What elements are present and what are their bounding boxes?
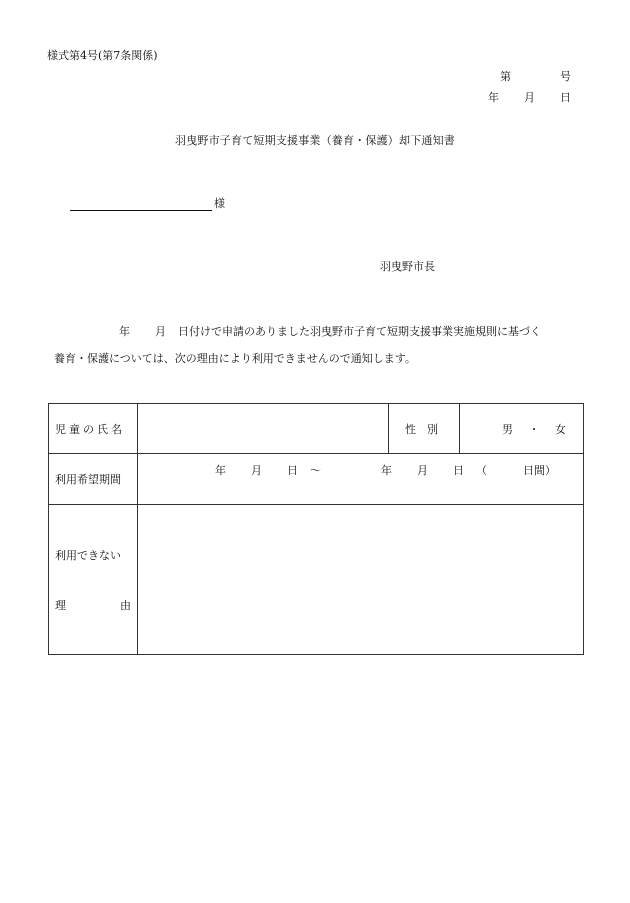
gender-options[interactable]	[460, 404, 584, 454]
document-title: 羽曳野市子育て短期支援事業（養育・保護）却下通知書	[175, 134, 455, 147]
date-day: 日	[560, 91, 571, 104]
issuer-name: 羽曳野市長	[380, 260, 435, 273]
gender-separator: ・	[528, 422, 540, 436]
period-value[interactable]	[138, 454, 584, 505]
period-year2: 年	[381, 464, 392, 477]
period-year1: 年	[215, 464, 226, 477]
body-month: 月	[155, 325, 166, 338]
period-tilde: 〜	[310, 464, 321, 477]
body-line2-text: 養育・保護については、次の理由により利用できませんので通知します。	[54, 352, 416, 365]
reason-label-line2: 理 由	[55, 598, 131, 612]
gender-male[interactable]: 男	[502, 422, 513, 436]
period-day1: 日	[287, 464, 298, 477]
table-row-child-name	[49, 404, 584, 454]
child-name-value[interactable]	[138, 404, 389, 454]
period-days-unit: 日間）	[523, 464, 556, 477]
gender-label: 性 別	[389, 404, 460, 454]
period-label: 利用希望期間	[49, 454, 138, 505]
body-line1-text: 日付けで申請のありました羽曳野市子育て短期支援事業実施規則に基づく	[178, 325, 541, 338]
reason-value[interactable]	[138, 505, 584, 655]
period-day2: 日	[453, 464, 464, 477]
info-table	[48, 403, 584, 655]
doc-number-go: 号	[560, 70, 571, 83]
form-number: 様式第4号(第7条関係)	[47, 49, 158, 62]
gender-female[interactable]: 女	[555, 422, 566, 436]
period-month1: 月	[251, 464, 262, 477]
table-row-reason	[49, 505, 584, 655]
reason-label	[49, 505, 138, 655]
doc-number-dai: 第	[500, 70, 511, 83]
date-year: 年	[488, 91, 499, 104]
reason-label-line1: 利用できない	[55, 548, 121, 562]
date-month: 月	[524, 91, 535, 104]
addressee-name-line[interactable]	[70, 210, 212, 211]
child-name-label: 児童の氏名	[49, 404, 138, 454]
period-open-paren: （	[476, 464, 487, 477]
period-month2: 月	[417, 464, 428, 477]
addressee-honorific: 様	[214, 197, 225, 210]
table-row-period	[49, 454, 584, 505]
body-year: 年	[119, 325, 130, 338]
